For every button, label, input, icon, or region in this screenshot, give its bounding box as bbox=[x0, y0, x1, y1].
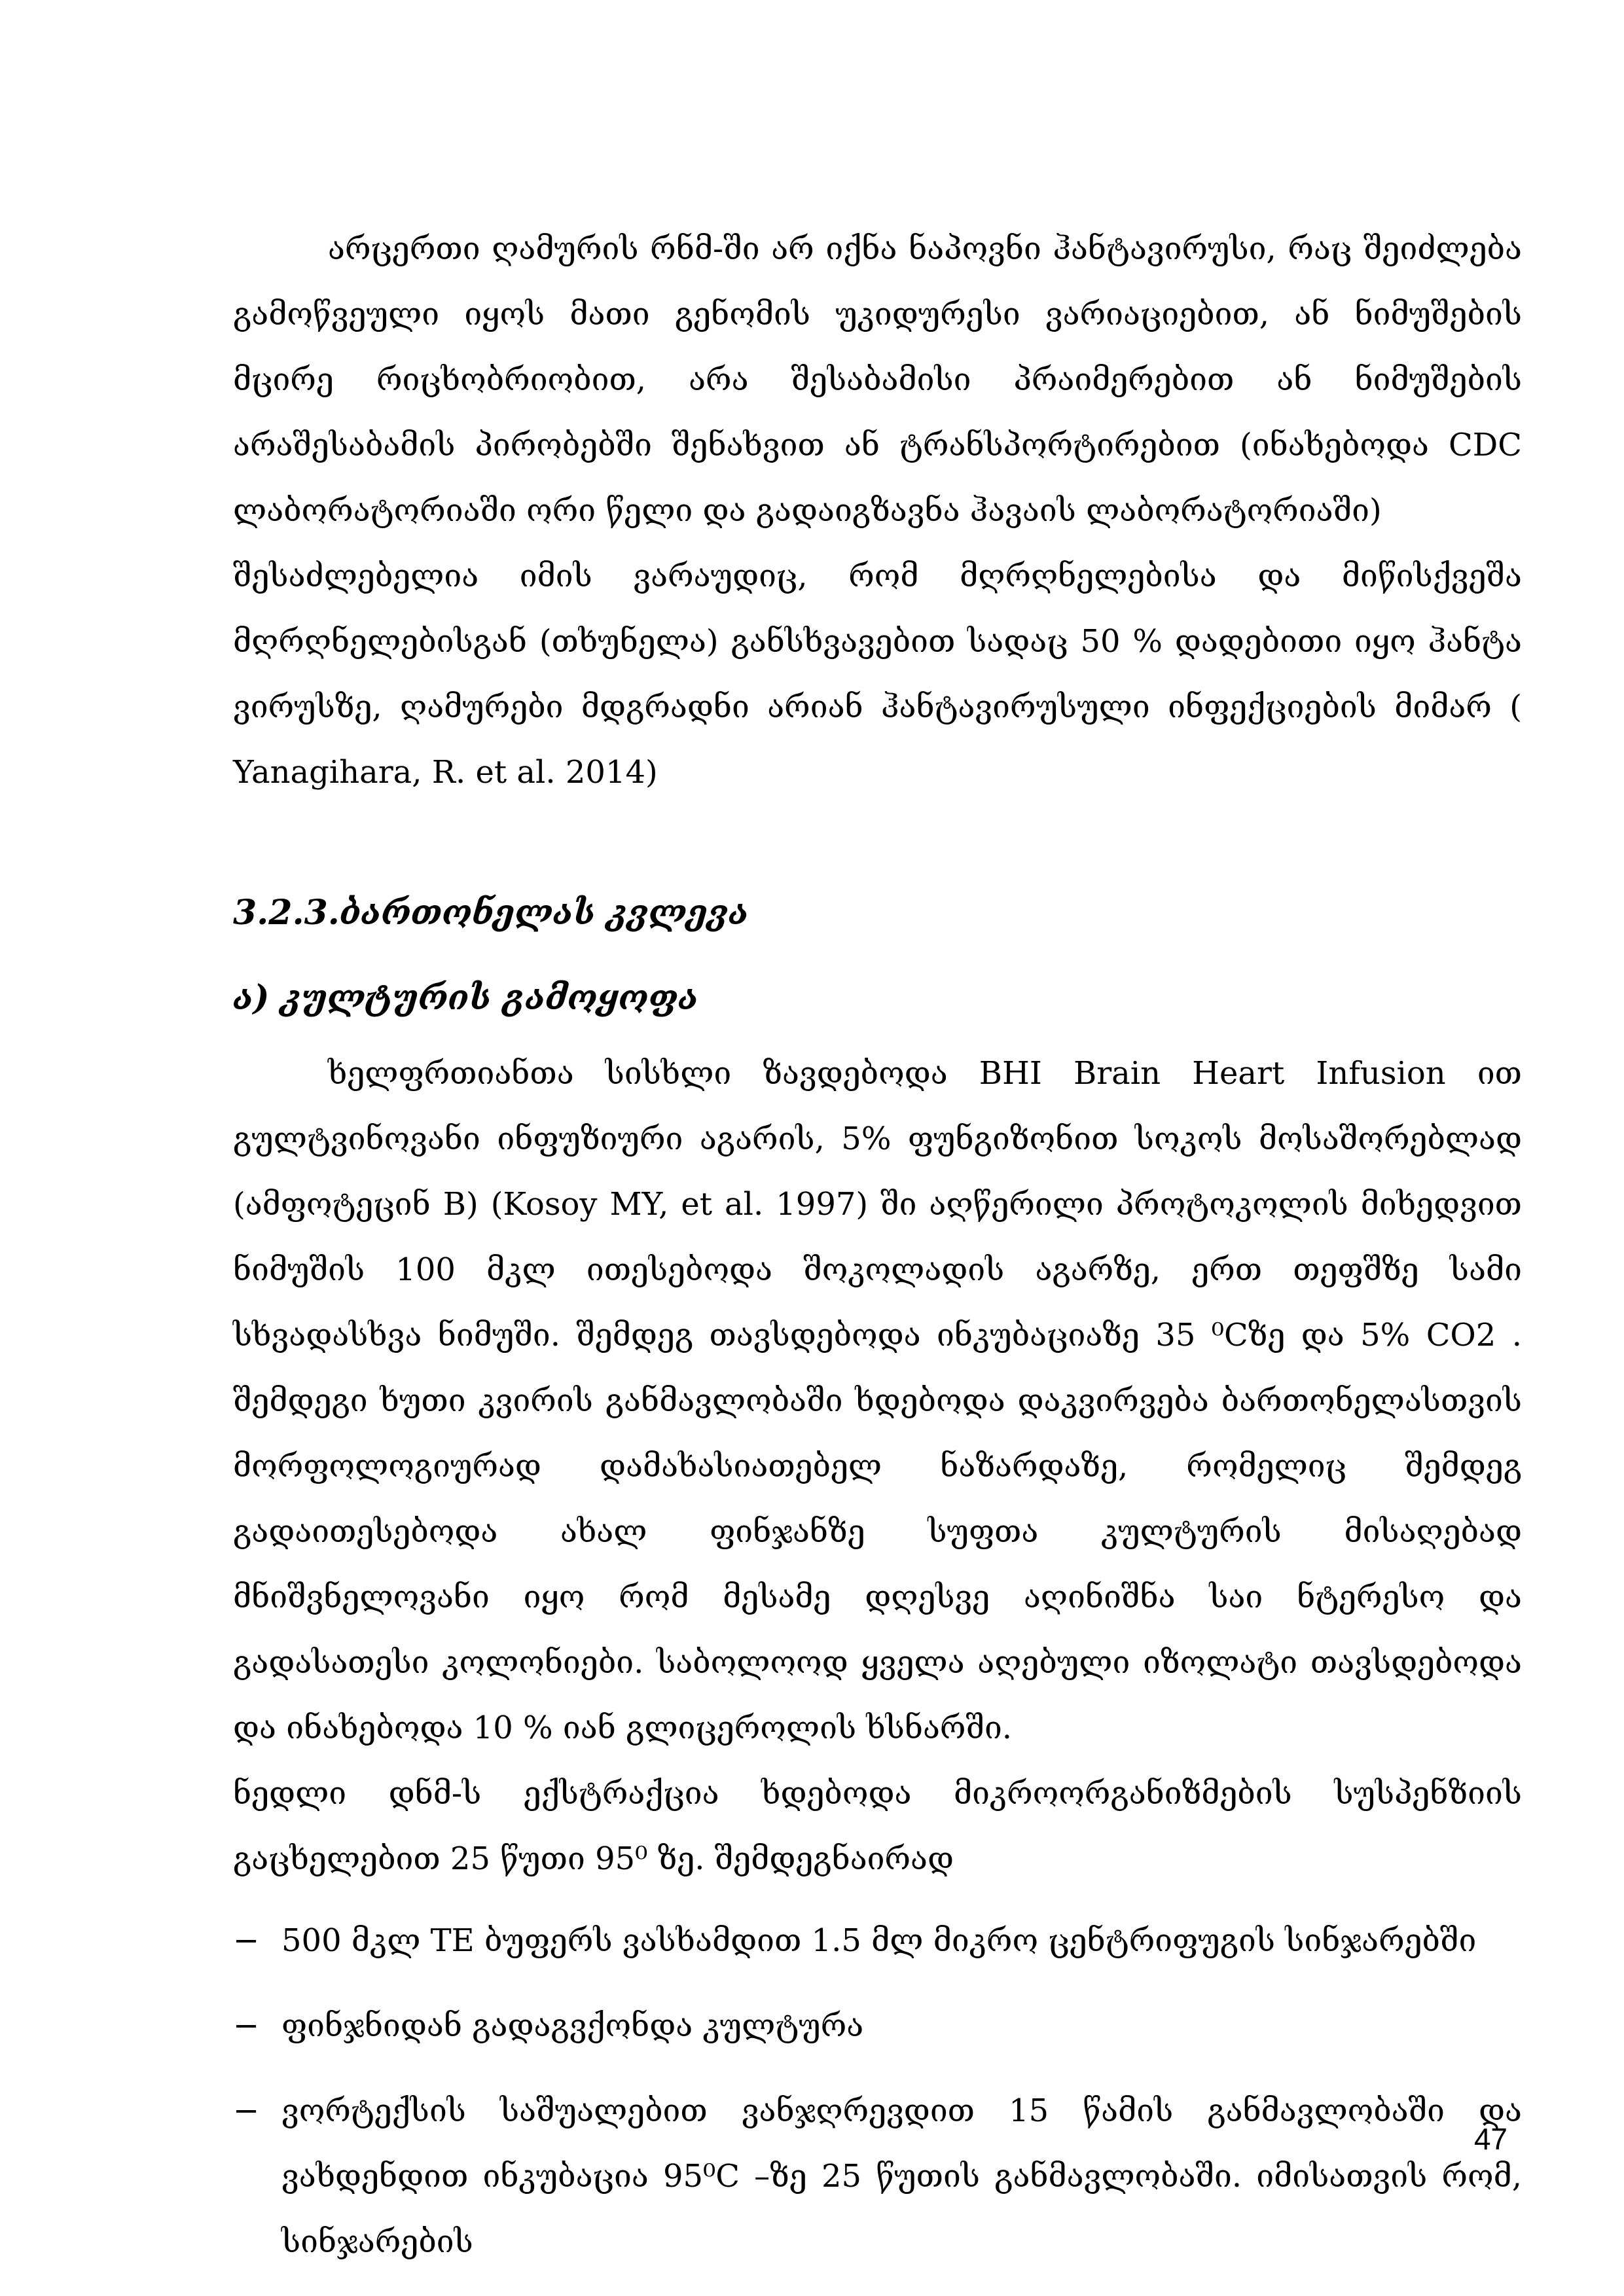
bullet-item bbox=[233, 1908, 1522, 1973]
bullet-text: 500 მკლ TE ბუფერს ვასხამდით 1.5 მლ მიკრო ცენტრიფუგის სინჯარებში bbox=[281, 1922, 1477, 1959]
bullet-item bbox=[233, 1993, 1522, 2058]
paragraph-dna-extraction: ნედლი დნმ-ს ექსტრაქცია ხდებოდა მიკროორგანიზმების სუსპენზიის გაცხელებით 25 წუთი 95⁰ ზე. შემდეგნაირად bbox=[233, 1775, 1522, 1877]
paragraph-hantavirus-rna: არცერთი ღამურის რნმ-ში არ იქნა ნაპოვნი ჰანტავირუსი, რაც შეიძლება გამოწვეული იყოს მათი გენომის უკიდურესი ვარიაციებით, ან ნიმუშების მცირე რიცხობრიობით, არა შესაბამისი პრაიმერებით ან ნიმუშების არაშესაბამის პირობებში შენახვით ან ტრანსპორტირებით (ინახებოდა CDC ლაბორატორიაში ორი წელი და გადაიგზავნა ჰავაის ლაბორატორიაში) bbox=[233, 230, 1522, 529]
paragraph-culture-method: ხელფრთიანთა სისხლი ზავდებოდა BHI Brain Heart Infusion ით გულტვინოვანი ინფუზიური აგარის, 5% ფუნგიზონით სოკოს მოსაშორებლად (ამფოტეცინ B) (Kosoy MY, et al. 1997) ში აღწერილი პროტოკოლის მიხედვით ნიმუშის 100 მკლ ითესებოდა შოკოლადის აგარზე, ერთ თეფშზე სამი სხვადასხვა ნიმუში. შემდეგ თავსდებოდა ინკუბაციაზე 35 ⁰Cზე და 5% CO2 . შემდეგი ხუთი კვირის განმავლობაში ხდებოდა დაკვირვება ბართონელასთვის მორფოლოგიურად დამახასიათებელ ნაზარდაზე, რომელიც შემდეგ გადაითესებოდა ახალ ფინჯანზე სუფთა კულტურის მისაღებად მნიშვნელოვანი იყო რომ მესამე დღესვე აღინიშნა საი ნტერესო და გადასათესი კოლონიები. საბოლოოდ ყველა აღებული იზოლატი თავსდებოდა და ინახებოდა 10 % იან გლიცეროლის ხსნარში. bbox=[233, 1055, 1522, 1746]
bullet-text: ფინჯნიდან გადაგვქონდა კულტურა bbox=[281, 2007, 864, 2044]
paragraph-rodent-comparison: შესაძლებელია იმის ვარაუდიც, რომ მღრღნელებისა და მიწისქვეშა მღრღნელებისგან (თხუნელა) განსხვავებით სადაც 50 % დადებითი იყო ჰანტა ვირუსზე, ღამურები მდგრადნი არიან ჰანტავირუსული ინფექციების მიმარ ( Yanagihara, R. et al. 2014) bbox=[233, 558, 1522, 791]
bullet-list bbox=[233, 1908, 1522, 2274]
page-content bbox=[233, 216, 1522, 2294]
heading-bartonella-study: 3.2.3.ბართონელას კვლევა bbox=[233, 893, 749, 933]
dash-bullet-icon: − bbox=[233, 1922, 260, 1959]
bullet-item bbox=[233, 2078, 1522, 2274]
heading-culture-isolation: ა) კულტურის გამოყოფა bbox=[233, 978, 698, 1018]
page-number: 47 bbox=[1473, 2122, 1507, 2156]
bullet-text: ვორტექსის საშუალებით ვანჯღრევდით 15 წამის განმავლობაში და ვახდენდით ინკუბაცია 95⁰C –ზე 25 წუთის განმავლობაში. იმისათვის რომ, სინჯარების bbox=[281, 2092, 1522, 2260]
dash-bullet-icon: − bbox=[233, 2092, 260, 2129]
dash-bullet-icon: − bbox=[233, 2007, 260, 2044]
